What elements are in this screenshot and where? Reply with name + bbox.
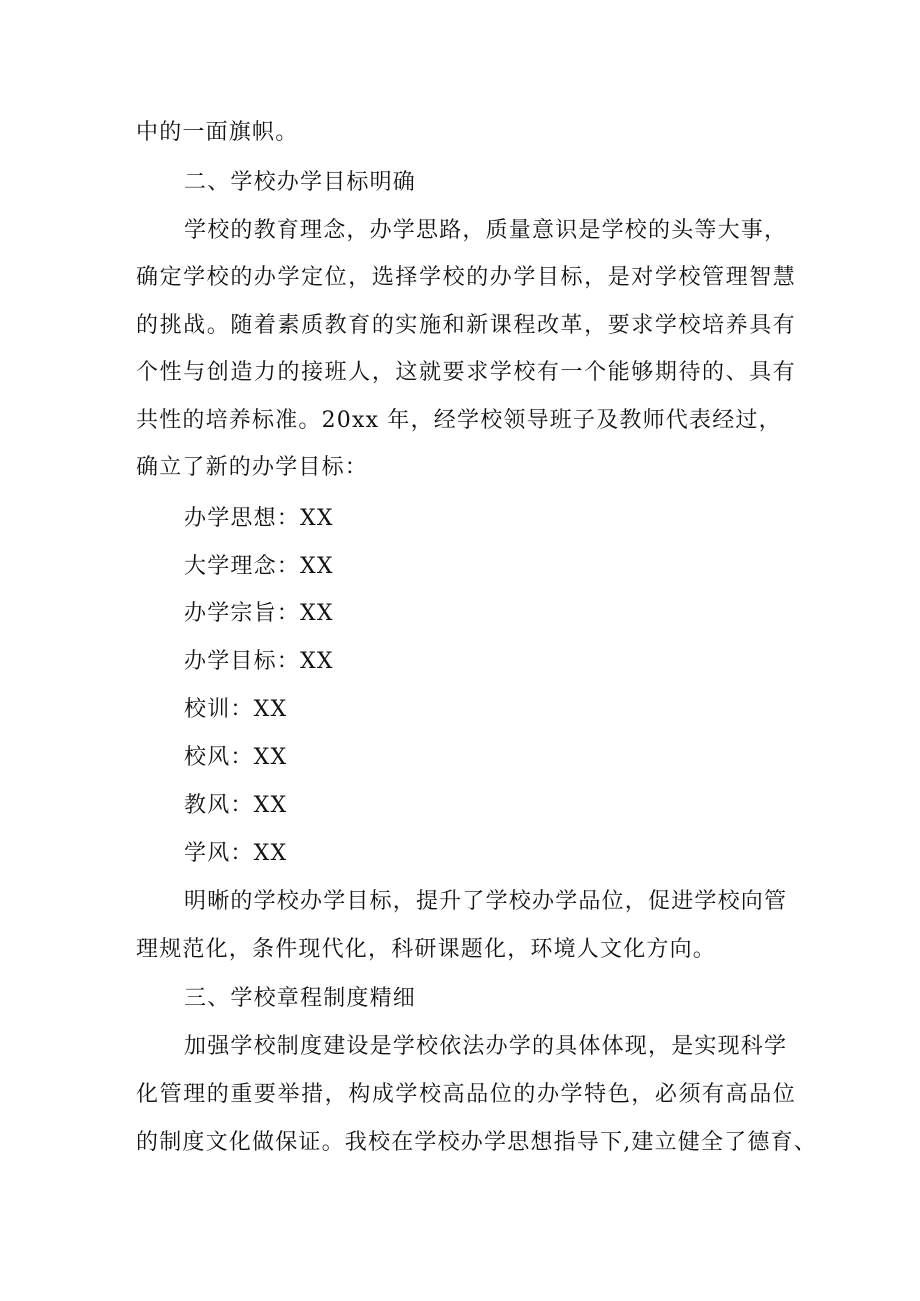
paragraph-line: 确定学校的办学定位，选择学校的办学目标，是对学校管理智慧: [136, 265, 796, 290]
list-item: 办学思想：XX: [184, 506, 334, 531]
paragraph-line: 确立了新的办学目标：: [136, 455, 369, 480]
paragraph-line: 明晰的学校办学目标，提升了学校办学品位，促进学校向管: [184, 889, 788, 914]
paragraph-line: 的挑战。随着素质教育的实施和新课程改革，要求学校培养具有: [136, 313, 796, 338]
section-heading: 二、学校办学目标明确: [184, 170, 417, 195]
paragraph-line: 理规范化，条件现代化，科研课题化，环境人文化方向。: [136, 937, 717, 962]
paragraph-line: 化管理的重要举措，构成学校高品位的办学特色，必须有高品位: [136, 1082, 796, 1107]
list-item: 大学理念：XX: [184, 554, 334, 579]
paragraph-line: 学校的教育理念，办学思路，质量意识是学校的头等大事，: [184, 218, 788, 243]
paragraph-line: 个性与创造力的接班人，这就要求学校有一个能够期待的、具有: [136, 360, 796, 385]
paragraph-line: 的制度文化做保证。我校在学校办学思想指导下,建立健全了德育、: [136, 1130, 817, 1155]
list-item: 教风：XX: [184, 793, 288, 818]
list-item: 校训：XX: [184, 697, 288, 722]
section-heading: 三、学校章程制度精细: [184, 986, 417, 1011]
list-item: 学风：XX: [184, 841, 288, 866]
list-item: 校风：XX: [184, 745, 288, 770]
paragraph-line: 共性的培养标准。20xx 年，经学校领导班子及教师代表经过，: [136, 408, 782, 433]
list-item: 办学目标：XX: [184, 649, 334, 674]
paragraph-line: 加强学校制度建设是学校依法办学的具体体现，是实现科学: [184, 1034, 788, 1059]
list-item: 办学宗旨：XX: [184, 601, 334, 626]
paragraph-line: 中的一面旗帜。: [136, 120, 299, 145]
